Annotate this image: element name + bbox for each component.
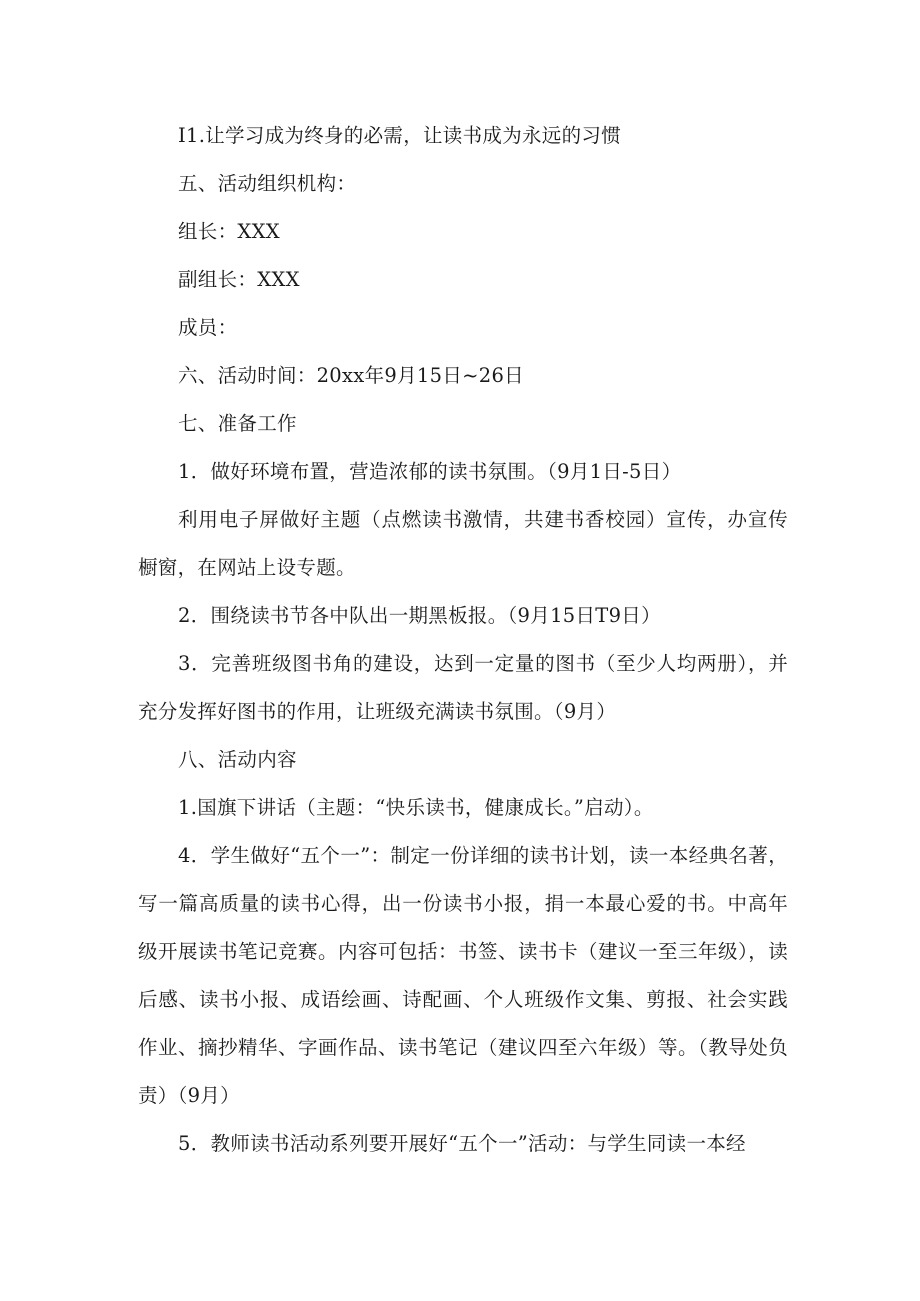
deputy-group-leader: 副组长：XXX bbox=[178, 268, 300, 291]
members: 成员： bbox=[178, 316, 238, 339]
group-leader: 组长：XXX bbox=[178, 220, 280, 243]
activity-item-1: 1.国旗下讲话（主题：“快乐读书，健康成长。”启动）。 bbox=[178, 796, 654, 819]
prep-item-1-detail: 利用电子屏做好主题（点燃读书激情，共建书香校园）宣传，办宣传橱窗，在网站上设专题。 bbox=[138, 508, 788, 579]
section-6-heading: 六、活动时间：20xx年9月15日~26日 bbox=[178, 364, 524, 387]
section-5-heading: 五、活动组织机构： bbox=[178, 172, 357, 195]
prep-item-1: 1．做好环境布置，营造浓郁的读书氛围。（9月1日-5日） bbox=[178, 460, 682, 483]
prep-item-2: 2．围绕读书节各中队出一期黑板报。（9月15日T9日） bbox=[178, 604, 661, 627]
prep-item-3: 3．完善班级图书角的建设，达到一定量的图书（至少人均两册），并充分发挥好图书的作用，让班级充满读书氛围。（9月） bbox=[138, 652, 788, 723]
section-7-heading: 七、准备工作 bbox=[178, 412, 297, 435]
activity-item-5: 5．教师读书活动系列要开展好“五个一”活动：与学生同读一本经 bbox=[178, 1132, 746, 1155]
activity-item-4: 4．学生做好“五个一”：制定一份详细的读书计划，读一本经典名著，写一篇高质量的读书心得，出一份读书小报，捐一本最心爱的书。中高年级开展读书笔记竞赛。内容可包括：书签、读书卡（建议一至三年级），读后感、读书小报、成语绘画、诗配画、个人班级作文集、剪报、社会实践作业、摘抄精华、字画作品、读书笔记（建议四至六年级）等。（教导处负责）（9月） bbox=[138, 844, 788, 1107]
document-body bbox=[138, 112, 788, 1168]
section-8-heading: 八、活动内容 bbox=[178, 748, 297, 771]
goal-item-11: I1.让学习成为终身的必需，让读书成为永远的习惯 bbox=[178, 124, 622, 147]
